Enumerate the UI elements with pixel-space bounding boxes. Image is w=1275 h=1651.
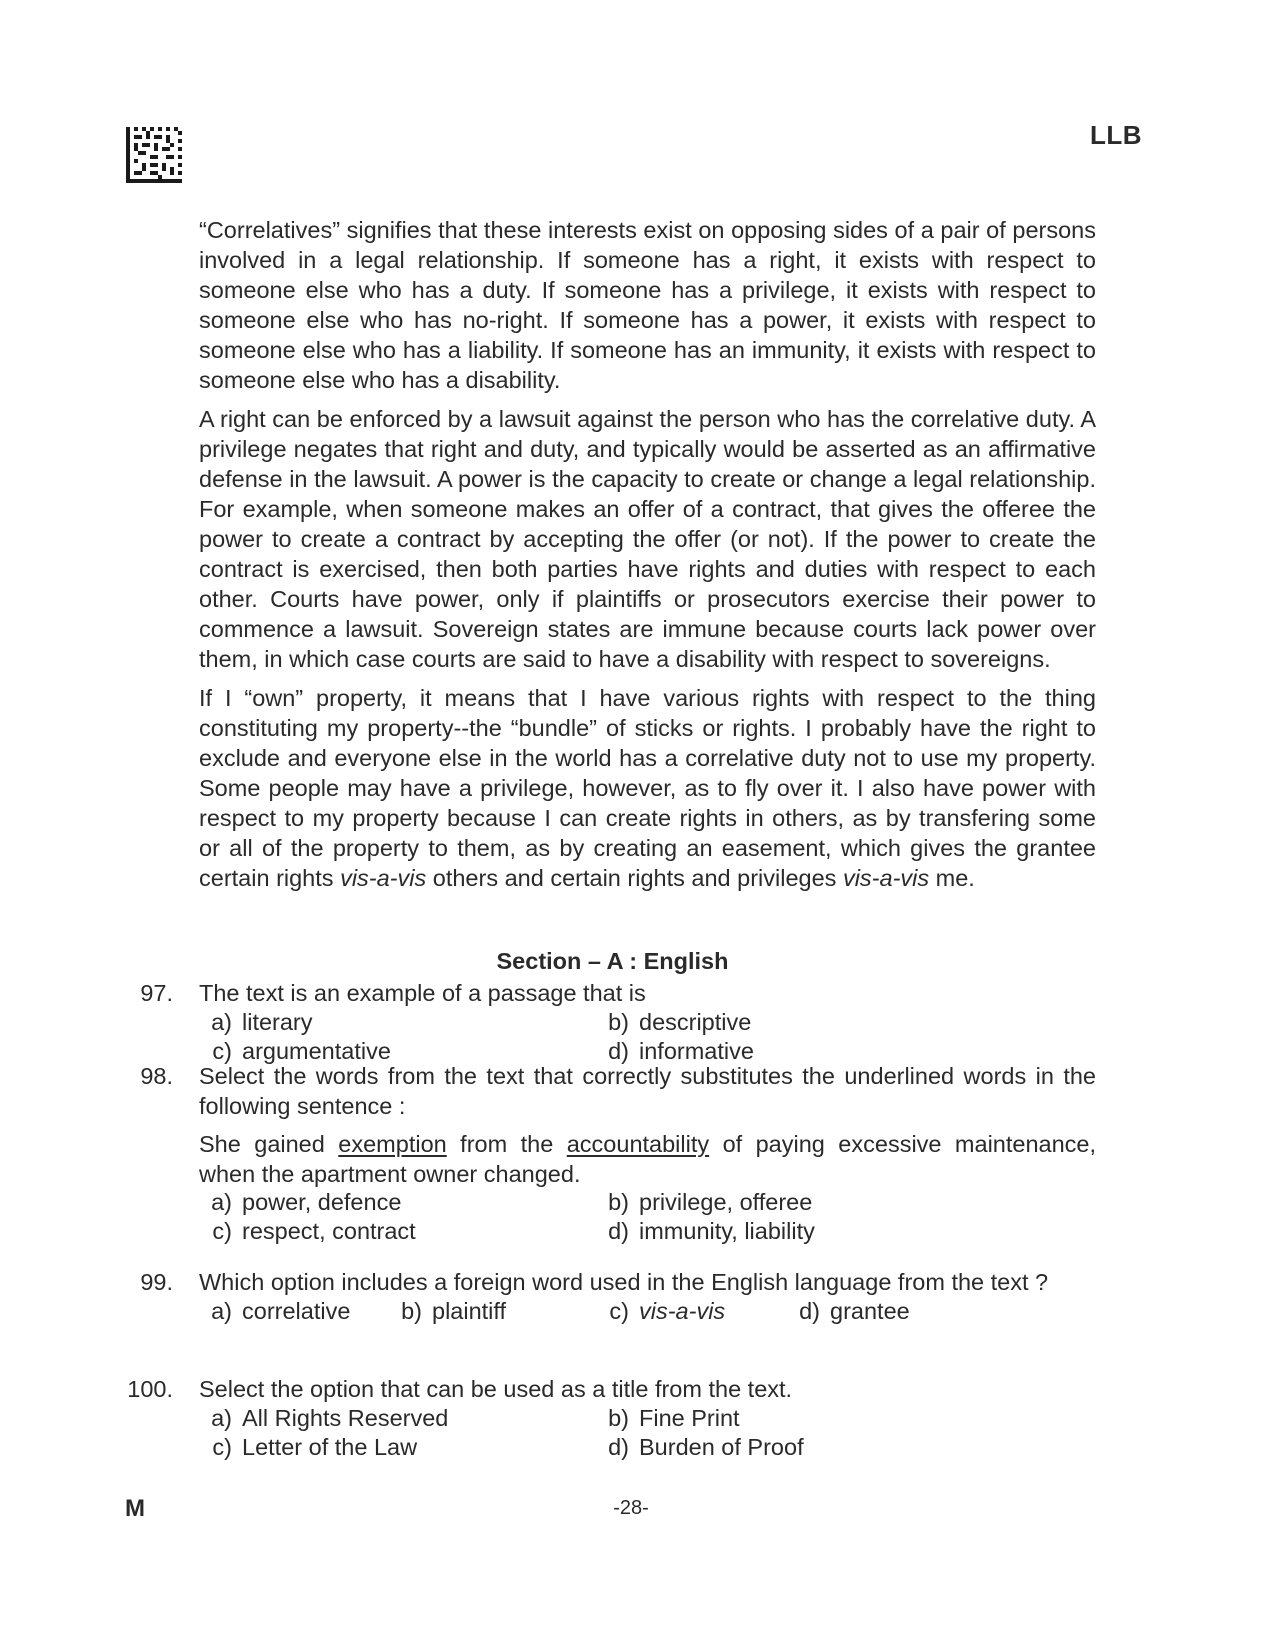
underlined-word: accountability: [566, 1131, 710, 1157]
option-text: plaintiff: [432, 1298, 507, 1324]
option-label: c): [212, 1434, 232, 1460]
option-text: power, defence: [242, 1189, 402, 1215]
option-label: a): [211, 1009, 232, 1035]
option-text: Fine Print: [639, 1405, 740, 1431]
option-label: b): [608, 1405, 629, 1431]
option-c: [199, 1432, 417, 1462]
underlined-word: exemption: [338, 1131, 447, 1157]
option-label: d): [608, 1434, 629, 1460]
option-label: d): [608, 1218, 629, 1244]
option-text: privilege, offeree: [639, 1189, 813, 1215]
paper-code: LLB: [1089, 120, 1142, 150]
option-text: argumentative: [242, 1038, 391, 1064]
option-d: [596, 1216, 815, 1246]
option-c: [199, 1216, 416, 1246]
option-b: [596, 1187, 812, 1217]
passage-text: me.: [935, 865, 975, 891]
question-number: 99.: [140, 1269, 173, 1295]
italic-term: vis-a-vis: [842, 865, 930, 891]
option-a: [199, 1403, 448, 1433]
option-label: b): [401, 1298, 422, 1324]
booklet-series: M: [125, 1495, 145, 1522]
qr-code-image: [126, 127, 182, 183]
option-text: literary: [242, 1009, 313, 1035]
option-label: c): [212, 1218, 232, 1244]
option-label: a): [211, 1298, 232, 1324]
passage-text: If I “own” property, it means that I have various rights with respect to the thing constituting my property--the “bundle” of sticks or rights. I probably have the right to exclude and everyone else in the world has a correlative duty not to use my property. Some people may have a privilege, however, as to fly over it. I also have power with respect to my property because I can create rights in others, as by transfering some or all of the property to them, as by creating an easement, which gives the grantee certain rights: [199, 685, 1096, 891]
option-b: [596, 1007, 751, 1037]
option-label: c): [212, 1038, 232, 1064]
option-text: respect, contract: [242, 1218, 416, 1244]
option-label: d): [799, 1298, 820, 1324]
reading-passage: [199, 215, 1096, 902]
question-number: 100.: [127, 1376, 173, 1402]
sentence-text: from the: [460, 1131, 554, 1157]
sentence-text: She gained: [199, 1131, 325, 1157]
question-sentence: [199, 1129, 1096, 1189]
option-a: [199, 1007, 313, 1037]
option-text: Burden of Proof: [639, 1434, 804, 1460]
option-text: correlative: [242, 1298, 351, 1324]
option-text: grantee: [830, 1298, 910, 1324]
option-label: c): [609, 1298, 629, 1324]
passage-text: others and certain rights and privileges: [432, 865, 837, 891]
option-text: All Rights Reserved: [242, 1405, 449, 1431]
option-label: d): [608, 1038, 629, 1064]
option-label: a): [211, 1189, 232, 1215]
question-number: 97.: [140, 980, 173, 1006]
option-text: immunity, liability: [639, 1218, 815, 1244]
option-text: informative: [639, 1038, 754, 1064]
option-text: vis-a-vis: [639, 1298, 726, 1324]
sentence-text: of paying excessive maintenance, when the apartment owner changed.: [199, 1131, 1097, 1187]
option-text: descriptive: [639, 1009, 752, 1035]
option-d: [596, 1432, 804, 1462]
page-number: -28-: [613, 1497, 649, 1519]
option-b: [389, 1296, 506, 1326]
option-a: [199, 1296, 350, 1326]
question-text: Select the words from the text that correctly substitutes the underlined words in the following sentence :: [199, 1063, 1096, 1119]
option-text: Letter of the Law: [242, 1434, 418, 1460]
passage-paragraph-2: A right can be enforced by a lawsuit against the person who has the correlative duty. A privilege negates that right and duty, and typically would be asserted as an affirmative defense in the lawsuit. A power is the capacity to create or change a legal relationship. For example, when someone makes an offer of a contract, that gives the offeree the power to create a contract by accepting the offer (or not). If the power to create the contract is exercised, then both parties have rights and duties with respect to each other. Courts have power, only if plaintiffs or prosecutors exercise their power to commence a lawsuit. Sovereign states are immune because courts lack power over them, in which case courts are said to have a disability with respect to sovereigns.: [199, 406, 1096, 672]
option-c: [596, 1296, 725, 1326]
italic-term: vis-a-vis: [340, 865, 427, 891]
question-text: Which option includes a foreign word used in the English language from the text ?: [199, 1269, 1049, 1295]
passage-paragraph-3: [199, 683, 1096, 893]
section-title: Section – A : English: [496, 948, 729, 974]
question-text: Select the option that can be used as a title from the text.: [199, 1376, 793, 1402]
question-number: 98.: [140, 1063, 173, 1089]
option-b: [596, 1403, 740, 1433]
option-d: [787, 1296, 910, 1326]
option-a: [199, 1187, 401, 1217]
option-label: b): [608, 1009, 629, 1035]
question-text: The text is an example of a passage that is: [199, 980, 646, 1006]
option-label: b): [608, 1189, 629, 1215]
option-label: a): [211, 1405, 232, 1431]
passage-paragraph-1: “Correlatives” signifies that these interests exist on opposing sides of a pair of persons involved in a legal relationship. If someone has a right, it exists with respect to someone else who has a duty. If someone has a privilege, it exists with respect to someone else who has no-right. If someone has a power, it exists with respect to someone else who has a liability. If someone has an immunity, it exists with respect to someone else who has a disability.: [199, 217, 1096, 393]
